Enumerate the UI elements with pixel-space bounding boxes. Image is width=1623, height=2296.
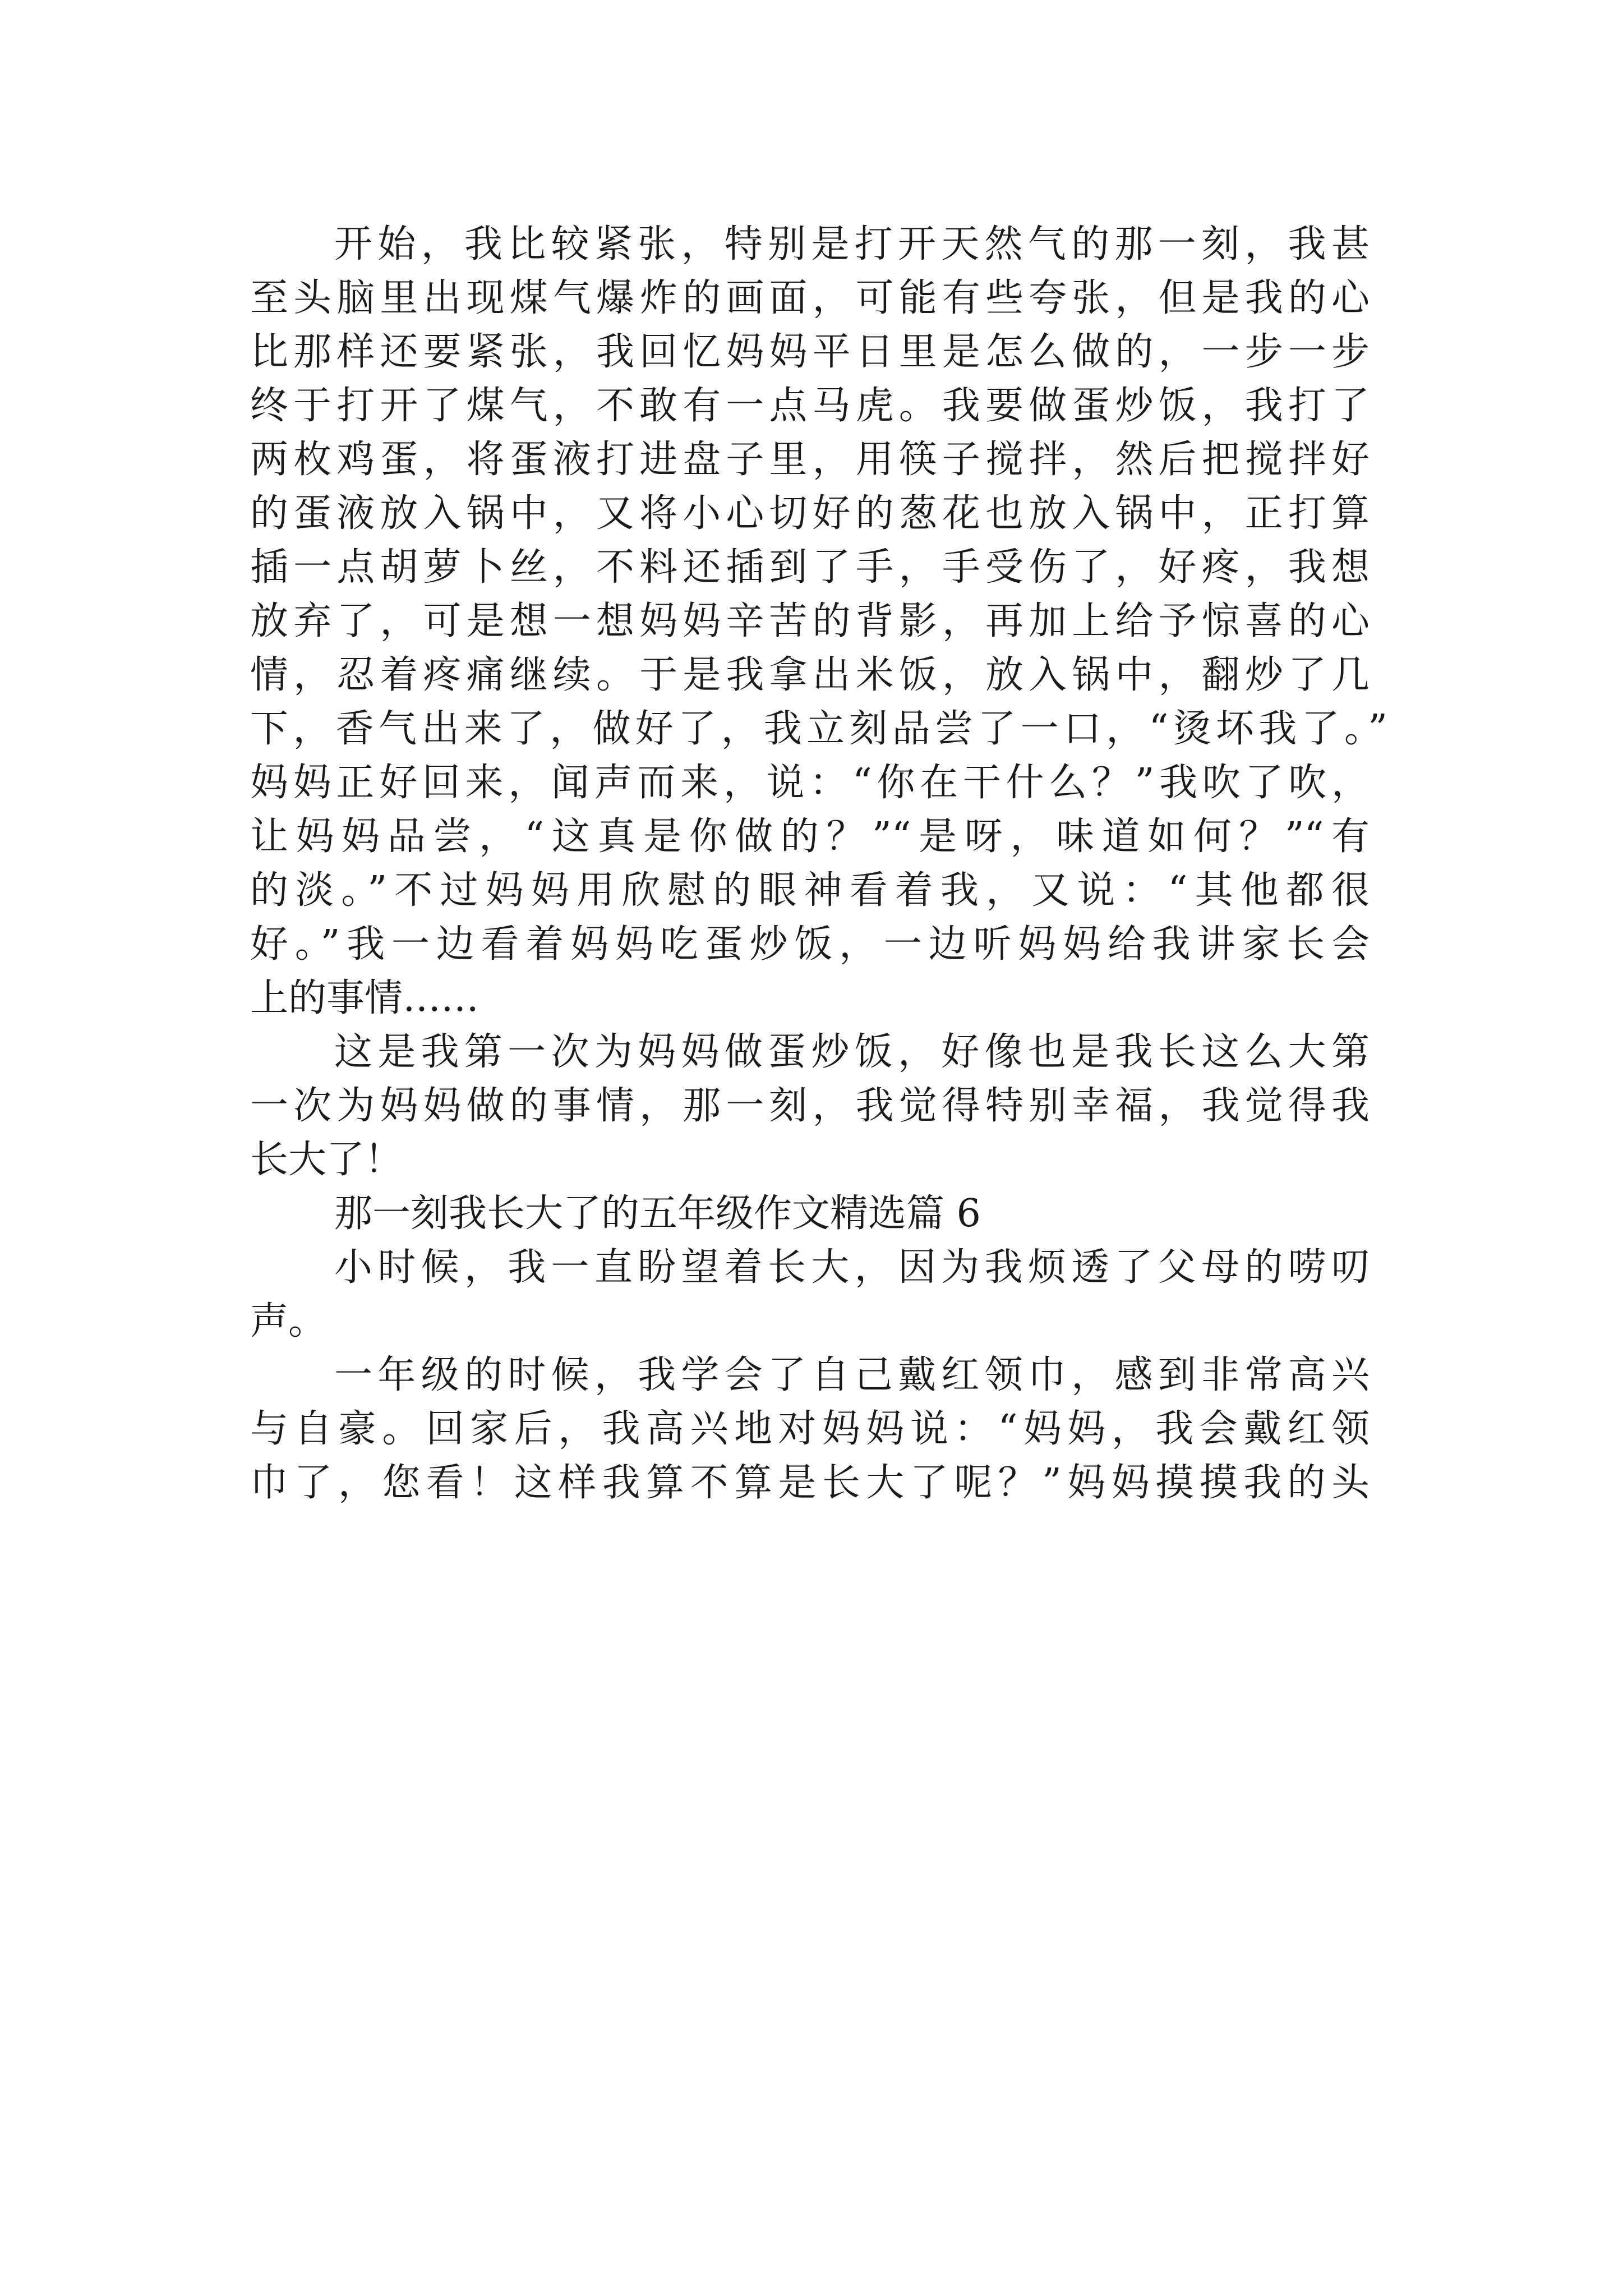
text-line: 让妈妈品尝，“这真是你做的？”“是呀，味道如何？”“有 xyxy=(250,815,1370,859)
text-line: 小时候，我一直盼望着长大，因为我烦透了父母的唠叨 xyxy=(334,1245,1370,1290)
text-line: 与自豪。回家后，我高兴地对妈妈说：“妈妈，我会戴红领 xyxy=(250,1407,1370,1451)
text-line: 开始，我比较紧张，特别是打开天然气的那一刻，我甚 xyxy=(334,222,1370,266)
text-line: 比那样还要紧张，我回忆妈妈平日里是怎么做的，一步一步 xyxy=(250,330,1370,374)
text-line: 下，香气出来了，做好了，我立刻品尝了一口，“烫坏我了。” xyxy=(250,707,1387,751)
text-line: 放弃了，可是想一想妈妈辛苦的背影，再加上给予惊喜的心 xyxy=(250,599,1370,643)
text-line: 的蛋液放入锅中，又将小心切好的葱花也放入锅中，正打算 xyxy=(250,491,1370,536)
text-line: 妈妈正好回来，闻声而来，说：“你在干什么？”我吹了吹， xyxy=(250,761,1370,805)
text-line: 一年级的时候，我学会了自己戴红领巾，感到非常高兴 xyxy=(334,1353,1370,1397)
text-line: 情，忍着疼痛继续。于是我拿出米饭，放入锅中，翻炒了几 xyxy=(250,653,1370,697)
text-line: 声。 xyxy=(250,1299,327,1343)
text-line: 巾了，您看！这样我算不算是长大了呢？”妈妈摸摸我的头 xyxy=(250,1461,1370,1505)
text-line: 这是我第一次为妈妈做蛋炒饭，好像也是我长这么大第 xyxy=(334,1030,1370,1074)
text-line: 一次为妈妈做的事情，那一刻，我觉得特别幸福，我觉得我 xyxy=(250,1084,1370,1128)
text-line: 至头脑里出现煤气爆炸的画面，可能有些夸张，但是我的心 xyxy=(250,276,1370,320)
text-line: 终于打开了煤气，不敢有一点马虎。我要做蛋炒饭，我打了 xyxy=(250,384,1370,428)
text-line: 好。”我一边看着妈妈吃蛋炒饭，一边听妈妈给我讲家长会 xyxy=(250,922,1370,967)
text-line: 插一点胡萝卜丝，不料还插到了手，手受伤了，好疼，我想 xyxy=(250,545,1370,590)
text-line: 两枚鸡蛋，将蛋液打进盘子里，用筷子搅拌，然后把搅拌好 xyxy=(250,438,1370,482)
text-line: 长大了！ xyxy=(250,1138,403,1182)
text-line: 的淡。”不过妈妈用欣慰的眼神看着我，又说：“其他都很 xyxy=(250,868,1370,913)
text-line: 上的事情…… xyxy=(250,976,479,1020)
section-heading: 那一刻我长大了的五年级作文精选篇 6 xyxy=(334,1191,981,1236)
